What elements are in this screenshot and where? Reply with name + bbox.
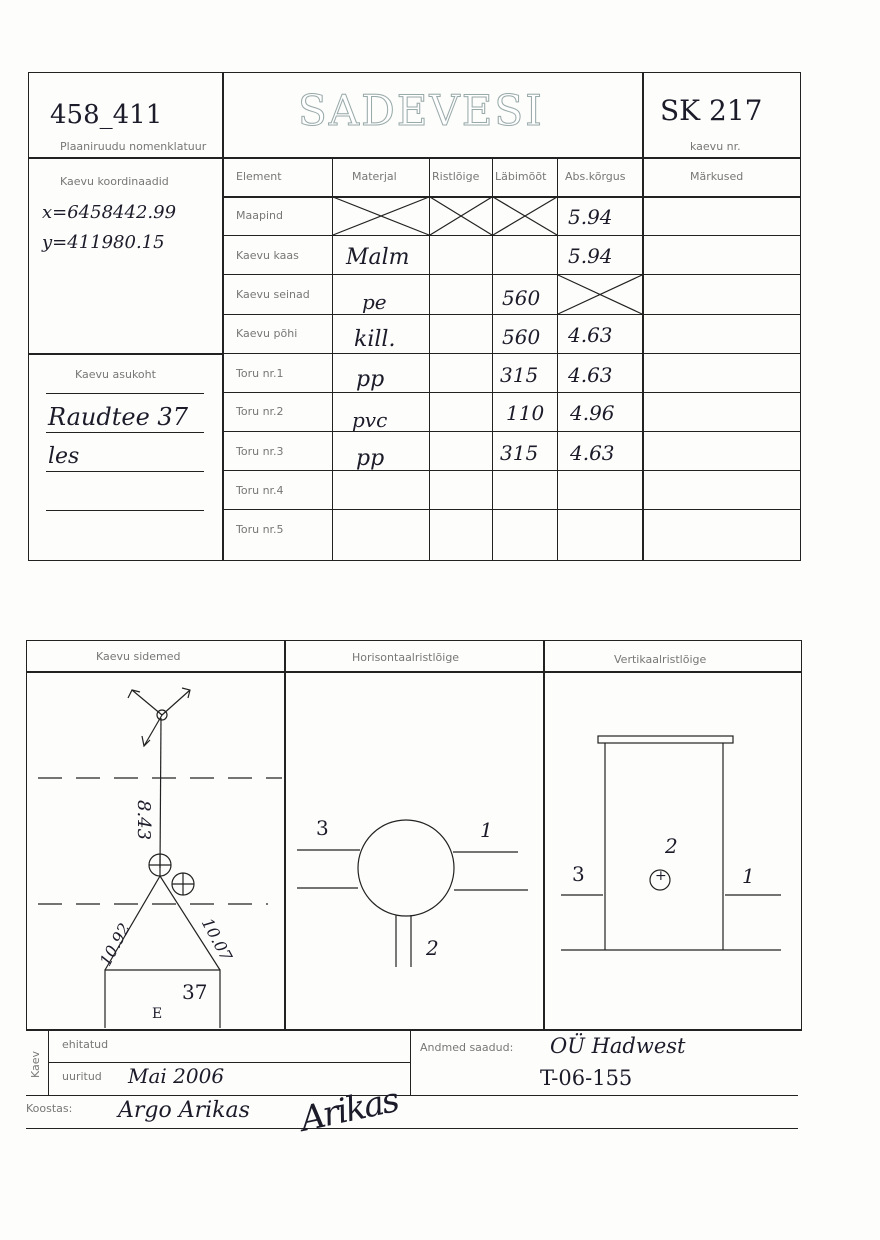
distance-right: 10.07 <box>197 914 237 965</box>
col-diameter: Läbimõõt <box>495 170 547 183</box>
row-abs: 5.94 <box>568 205 613 229</box>
drawings <box>0 640 880 1030</box>
divider <box>26 1128 798 1129</box>
row-material: kill. <box>354 327 396 352</box>
row-abs: 4.96 <box>570 401 615 425</box>
coords-label: Kaevu koordinaadid <box>60 175 169 188</box>
row-diameter: 560 <box>502 286 541 310</box>
underline <box>46 510 204 511</box>
branch <box>144 715 162 746</box>
source-code: T-06-155 <box>540 1066 633 1090</box>
measured-label: uuritud <box>62 1070 102 1083</box>
row-element: Toru nr.2 <box>236 405 284 418</box>
row-abs: 4.63 <box>570 441 615 465</box>
main-pipe <box>160 718 161 868</box>
pipe-label-right: 1 <box>480 818 493 842</box>
coord-x: x=6458442.99 <box>42 202 177 223</box>
page-title: SADEVESI <box>298 86 544 135</box>
row-diameter: 110 <box>506 401 545 425</box>
pipe-symbol: + <box>655 868 667 884</box>
pipe-label-right: 1 <box>742 864 755 888</box>
well-cover <box>598 736 733 743</box>
row-material: pvc <box>352 408 388 432</box>
location-label: Kaevu asukoht <box>75 368 156 381</box>
pipe-label-top: 2 <box>665 834 678 858</box>
row-element: Kaevu seinad <box>236 288 310 301</box>
well-number-label: kaevu nr. <box>690 140 741 153</box>
branch <box>132 690 162 715</box>
row-element: Kaevu põhi <box>236 327 298 340</box>
built-label: ehitatud <box>62 1038 109 1051</box>
row-abs: 4.63 <box>568 323 613 347</box>
source-value: OÜ Hadwest <box>550 1034 686 1058</box>
row-material: pp <box>356 367 385 392</box>
row-element: Toru nr.1 <box>236 367 284 380</box>
signature: Arikas <box>296 1080 402 1140</box>
location-line2: les <box>48 444 80 469</box>
row-material: Malm <box>346 245 410 270</box>
row-element: Kaevu kaas <box>236 249 299 262</box>
underline <box>46 471 204 472</box>
row-element: Toru nr.4 <box>236 484 284 497</box>
panel-title-horizontal: Horisontaalristlõige <box>352 651 460 664</box>
source-label: Andmed saadud: <box>420 1041 514 1054</box>
well-section-circle <box>358 820 454 916</box>
row-material: pe <box>362 290 387 314</box>
underline <box>46 432 204 433</box>
building-number: 37 <box>182 980 208 1004</box>
distance-left: 10.92 <box>95 919 135 970</box>
underline <box>46 393 204 394</box>
side-label: Kaev <box>29 1050 43 1079</box>
divider <box>26 1029 802 1031</box>
col-abs: Abs.kõrgus <box>565 170 626 183</box>
row-diameter: 315 <box>500 363 539 387</box>
pipe-label-left: 3 <box>572 862 585 886</box>
nomenclature-label: Plaaniruudu nomenklatuur <box>60 140 207 153</box>
row-material: pp <box>356 446 385 471</box>
divider <box>26 1095 798 1096</box>
well-number: SK 217 <box>660 94 763 127</box>
row-diameter: 315 <box>500 441 539 465</box>
author-label: Koostas: <box>26 1102 73 1115</box>
divider <box>48 1062 410 1063</box>
pipe-label-left: 3 <box>316 816 329 840</box>
row-diameter: 560 <box>502 325 541 349</box>
row-element: Maapind <box>236 209 283 222</box>
col-material: Materjal <box>352 170 397 183</box>
panel-title-connections: Kaevu sidemed <box>96 650 181 663</box>
row-abs: 5.94 <box>568 244 613 268</box>
distance-top: 8.43 <box>133 800 154 841</box>
coord-y: y=411980.15 <box>42 232 165 253</box>
building-letter: E <box>152 1006 163 1022</box>
nomenclature-value: 458_411 <box>50 100 163 130</box>
col-remarks: Märkused <box>690 170 744 183</box>
author-value: Argo Arikas <box>118 1098 250 1123</box>
branch <box>162 690 190 715</box>
pipe-label-bottom: 2 <box>426 936 439 960</box>
row-element: Toru nr.5 <box>236 523 284 536</box>
row-element: Toru nr.3 <box>236 445 284 458</box>
panel-title-vertical: Vertikaalristlõige <box>614 653 707 666</box>
location-line1: Raudtee 37 <box>48 403 188 431</box>
row-abs: 4.63 <box>568 363 613 387</box>
divider <box>410 1029 411 1095</box>
measured-value: Mai 2006 <box>128 1064 225 1088</box>
col-section: Ristlõige <box>432 170 480 183</box>
col-element: Element <box>236 170 282 183</box>
